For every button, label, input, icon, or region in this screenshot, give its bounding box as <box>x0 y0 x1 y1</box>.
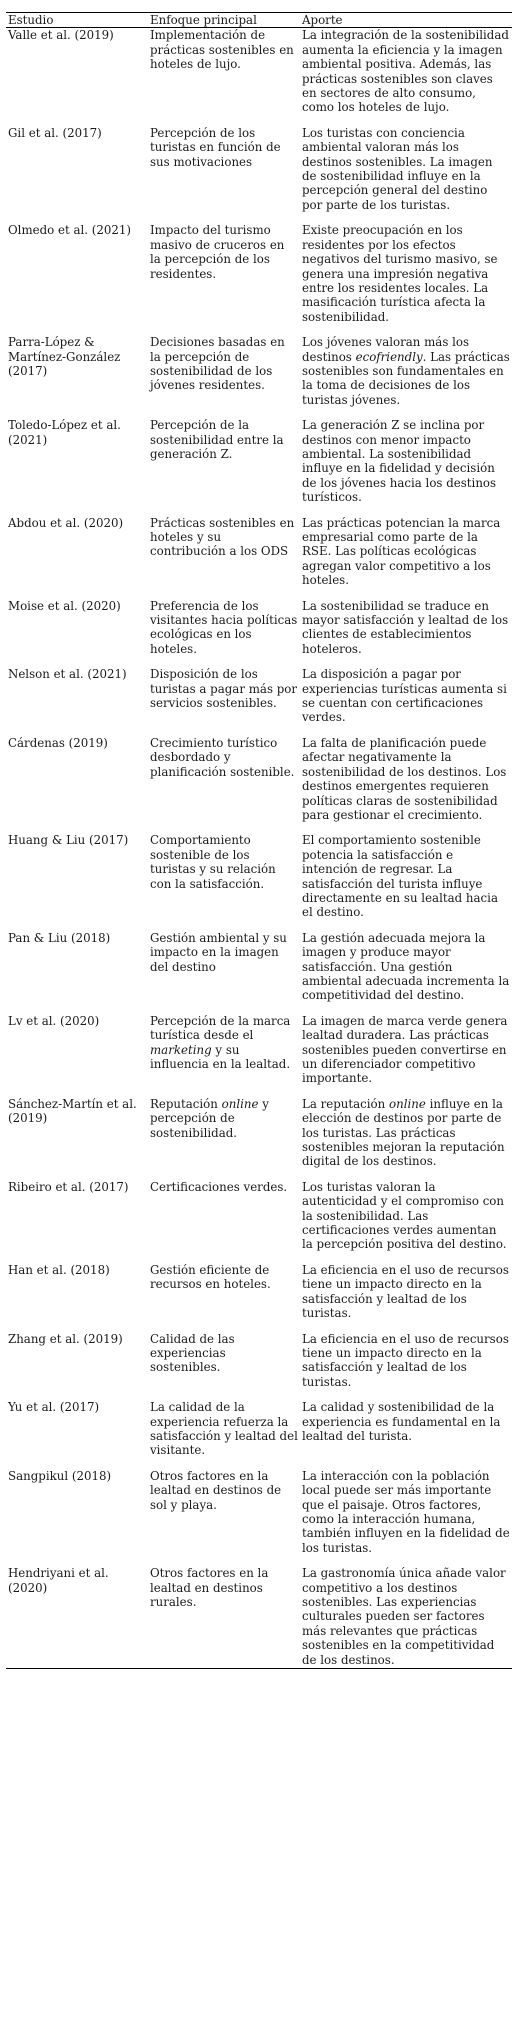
table-row <box>6 1097 512 1180</box>
cell-estudio: Valle et al. (2019) <box>8 28 114 43</box>
table-row <box>6 599 512 668</box>
cell-enfoque: Otros factores en la lealtad en destinos de sol y playa. <box>150 1468 282 1512</box>
cell-enfoque: Gestión ambiental y su impacto en la imagen del destino <box>150 930 287 974</box>
cell-aporte <box>300 335 512 418</box>
table-row <box>6 1014 512 1097</box>
cell-estudio: Sánchez-Martín et al. (2019) <box>8 1096 137 1126</box>
cell-aporte: La disposición a pagar por experiencias turísticas aumenta si se cuentan con certificaciones verdes. <box>302 667 507 725</box>
cell-aporte: La imagen de marca verde genera lealtad duradera. Las prácticas sostenibles pueden convertirse en un diferenciador competitivo importante. <box>302 1013 508 1086</box>
table-row <box>6 418 512 515</box>
cell-enfoque: Implementación de prácticas sostenibles en hoteles de lujo. <box>150 28 294 72</box>
enfoque-emphasis: marketing <box>150 1042 212 1057</box>
cell-aporte: La gestión adecuada mejora la imagen y produce mayor satisfacción. Una gestión ambiental adecuada incrementa la competitividad del destino. <box>302 930 510 1003</box>
enfoque-emphasis: online <box>221 1096 259 1111</box>
cell-enfoque: Decisiones basadas en la percepción de sostenibilidad de los jóvenes residentes. <box>150 335 285 393</box>
cell-estudio: Gil et al. (2017) <box>8 125 102 140</box>
cell-aporte: El comportamiento sostenible potencia la satisfacción e intención de regresar. La satisfacción del turista influye directamente en su lealtad hacia el destino. <box>302 833 498 920</box>
cell-aporte: La sostenibilidad se traduce en mayor satisfacción y lealtad de los clientes de establecimientos hoteleros. <box>302 598 509 656</box>
header-aporte: Aporte <box>300 13 512 28</box>
cell-enfoque: Crecimiento turístico desbordado y planificación sostenible. <box>150 735 295 779</box>
cell-estudio: Moise et al. (2020) <box>8 598 121 613</box>
table-row <box>6 1400 512 1469</box>
cell-aporte: Los turistas valoran la autenticidad y el compromiso con la sostenibilidad. Las certificaciones verdes aumentan la percepción positiva del destino. <box>302 1179 507 1252</box>
table-row <box>6 1469 512 1566</box>
table-header-row <box>6 13 512 28</box>
table-row <box>6 335 512 418</box>
enfoque-text: y percepción de sostenibilidad. <box>150 1096 269 1140</box>
cell-estudio: Han et al. (2018) <box>8 1262 110 1277</box>
table-row <box>6 736 512 833</box>
cell-aporte: La falta de planificación puede afectar negativamente la sostenibilidad de los destinos. Los destinos emergentes requieren políticas claras de sostenibilidad para gestionar el crecimiento. <box>302 735 507 822</box>
cell-estudio: Lv et al. (2020) <box>8 1013 100 1028</box>
table-row <box>6 223 512 335</box>
enfoque-text: y su influencia en la lealtad. <box>150 1042 291 1071</box>
cell-estudio: Parra-López & Martínez-González (2017) <box>8 335 121 378</box>
cell-enfoque: Certificaciones verdes. <box>150 1179 288 1194</box>
cell-estudio: Yu et al. (2017) <box>8 1400 100 1415</box>
cell-estudio: Cárdenas (2019) <box>8 735 108 750</box>
cell-estudio: Olmedo et al. (2021) <box>8 223 132 238</box>
enfoque-text: Percepción de la marca turística desde el <box>150 1013 291 1043</box>
header-enfoque: Enfoque principal <box>148 13 300 28</box>
cell-aporte: Existe preocupación en los residentes por los efectos negativos del turismo masivo, se genera una impresión negativa entre los residentes locales. La masificación turística afecta la sostenibilidad. <box>302 223 498 324</box>
cell-estudio: Pan & Liu (2018) <box>8 930 111 945</box>
cell-enfoque: La calidad de la experiencia refuerza la satisfacción y lealtad del visitante. <box>150 1400 298 1458</box>
cell-aporte: La gastronomía única añade valor competitivo a los destinos sostenibles. Las experiencias culturales pueden ser factores más relevantes que prácticas sostenibles en la competitividad de los destinos. <box>300 1566 512 1668</box>
cell-estudio: Toledo-López et al. (2021) <box>8 418 121 447</box>
cell-aporte: La calidad y sostenibilidad de la experiencia es fundamental en la lealtad del turista. <box>302 1400 501 1443</box>
table-row <box>6 1332 512 1401</box>
cell-estudio: Hendriyani et al. (2020) <box>6 1566 148 1668</box>
cell-enfoque: Otros factores en la lealtad en destinos rurales. <box>148 1566 300 1668</box>
aporte-text: La reputación <box>302 1096 389 1111</box>
table-row <box>6 667 512 736</box>
table-row <box>6 1180 512 1263</box>
cell-enfoque: Comportamiento sostenible de los turistas y su relación con la satisfacción. <box>150 833 276 891</box>
cell-enfoque: Percepción de la sostenibilidad entre la generación Z. <box>150 418 284 461</box>
cell-aporte: La eficiencia en el uso de recursos tiene un impacto directo en la satisfacción y lealtad de los turistas. <box>302 1262 509 1321</box>
cell-estudio: Nelson et al. (2021) <box>8 667 127 682</box>
cell-estudio: Ribeiro et al. (2017) <box>8 1179 129 1194</box>
cell-enfoque: Prácticas sostenibles en hoteles y su contribución a los ODS <box>150 515 295 559</box>
enfoque-text: Reputación <box>150 1096 222 1111</box>
cell-estudio: Sangpikul (2018) <box>8 1468 112 1483</box>
cell-estudio: Huang & Liu (2017) <box>8 833 129 848</box>
cell-enfoque: Preferencia de los visitantes hacia políticas ecológicas en los hoteles. <box>150 598 298 656</box>
table-row <box>6 833 512 930</box>
table-row <box>6 931 512 1014</box>
cell-aporte: Las prácticas potencian la marca empresarial como parte de la RSE. Las políticas ecológicas agregan valor competitivo a los hoteles. <box>302 515 501 588</box>
table-row <box>6 1566 512 1668</box>
table-row <box>6 1263 512 1332</box>
cell-enfoque: Impacto del turismo masivo de cruceros en la percepción de los residentes. <box>150 223 285 281</box>
aporte-emphasis: online <box>389 1096 426 1111</box>
cell-enfoque: Percepción de los turistas en función de sus motivaciones <box>150 125 281 169</box>
cell-enfoque: Disposición de los turistas a pagar más por servicios sostenibles. <box>150 667 298 711</box>
studies-table <box>6 12 512 1669</box>
table-row <box>6 126 512 223</box>
aporte-text: Los jóvenes valoran más los destinos <box>302 335 470 364</box>
cell-aporte: Los turistas con conciencia ambiental valoran más los destinos sostenibles. La imagen de sostenibilidad influye en la percepción general del destino por parte de los turistas. <box>302 125 493 212</box>
header-estudio: Estudio <box>6 13 148 28</box>
cell-estudio: Zhang et al. (2019) <box>8 1331 123 1346</box>
cell-enfoque: Gestión eficiente de recursos en hoteles. <box>150 1262 271 1292</box>
cell-estudio: Abdou et al. (2020) <box>8 515 124 530</box>
aporte-emphasis: ecofriendly <box>355 349 423 364</box>
aporte-text: . Las prácticas sostenibles son fundamentales en la toma de decisiones de los turistas jóvenes. <box>302 349 510 407</box>
cell-aporte: La generación Z se inclina por destinos con menor impacto ambiental. La sostenibilidad influye en la fidelidad y decisión de los jóvenes hacia los destinos turísticos. <box>302 418 497 505</box>
cell-enfoque <box>148 1014 300 1097</box>
table-row <box>6 516 512 599</box>
cell-aporte: La eficiencia en el uso de recursos tiene un impacto directo en la satisfacción y lealtad de los turistas. <box>302 1331 509 1389</box>
table-row <box>6 28 512 126</box>
cell-aporte: La integración de la sostenibilidad aumenta la eficiencia y la imagen ambiental positiva. Además, las prácticas sostenibles son claves en sectores de alto consumo, como los hoteles de lujo. <box>302 28 509 115</box>
cell-enfoque: Calidad de las experiencias sostenibles. <box>150 1331 235 1375</box>
cell-aporte <box>300 1097 512 1180</box>
aporte-text: influye en la elección de destinos por parte de los turistas. Las prácticas sostenibles mejoran la reputación digital de los destinos. <box>302 1096 505 1169</box>
cell-enfoque <box>148 1097 300 1180</box>
cell-aporte: La interacción con la población local puede ser más importante que el paisaje. Otros factores, como la interacción humana, también influyen en la fidelidad de los turistas. <box>302 1468 510 1555</box>
